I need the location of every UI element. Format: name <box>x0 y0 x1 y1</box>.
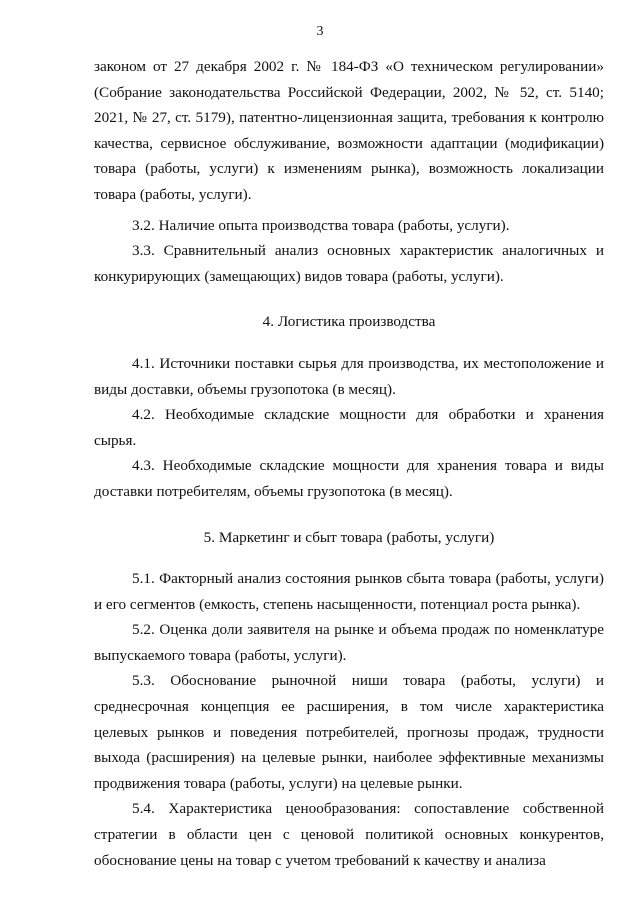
paragraph-3-3: 3.3. Сравнительный анализ основных характеристик аналогичных и конкурирующих (замещающих) видов товара (работы, услуги). <box>94 242 604 285</box>
paragraph-4-1: 4.1. Источники поставки сырья для производства, их местоположение и виды доставки, объемы грузопотока (в месяц). <box>94 354 604 398</box>
paragraph-5-3: 5.3. Обоснование рыночной ниши товара (работы, услуги) и среднесрочная концепция ее расширения, в том числе характеристика целевых рынков и поведения потребителей, прогнозы продаж, трудности выхода (расширения) на целевые рынки, наиболее эффективные механизмы продвижения товара (работы, услуги) на целевые рынки. <box>94 672 604 792</box>
section-heading-marketing: 5. Маркетинг и сбыт товара (работы, услуги) <box>203 528 495 546</box>
document-body <box>94 54 604 873</box>
paragraph-5-4: 5.4. Характеристика ценообразования: сопоставление собственной стратегии в области цен с ценовой политикой основных конкурентов, обоснование цены на товар с учетом требований к качеству и анализа <box>94 800 604 869</box>
continuation-paragraph: законом от 27 декабря 2002 г. № 184-ФЗ «О техническом регулировании» (Собрание законодательства Российской Федерации, 2002, № 52, ст. 5140; 2021, № 27, ст. 5179), патентно-лицензионная защита, требования к контролю качества, сервисное обслуживание, возможности адаптации (модификации) товара (работы, услуги) к изменениям рынка), возможность локализации товара (работы, услуги). <box>94 58 604 203</box>
paragraph-4-3: 4.3. Необходимые складские мощности для хранения товара и виды доставки потребителям, объемы грузопотока (в месяц). <box>94 457 604 500</box>
paragraph-5-1: 5.1. Факторный анализ состояния рынков сбыта товара (работы, услуги) и его сегментов (емкость, степень насыщенности, потенциал роста рынка). <box>94 570 604 613</box>
paragraph-4-2: 4.2. Необходимые складские мощности для обработки и хранения сырья. <box>94 406 604 449</box>
paragraph-3-2: 3.2. Наличие опыта производства товара (работы, услуги). <box>132 216 510 234</box>
section-heading-logistics: 4. Логистика производства <box>262 313 436 331</box>
paragraph-5-2: 5.2. Оценка доли заявителя на рынке и объема продаж по номенклатуре выпускаемого товара (работы, услуги). <box>94 621 604 664</box>
page-number: 3 <box>316 24 324 39</box>
